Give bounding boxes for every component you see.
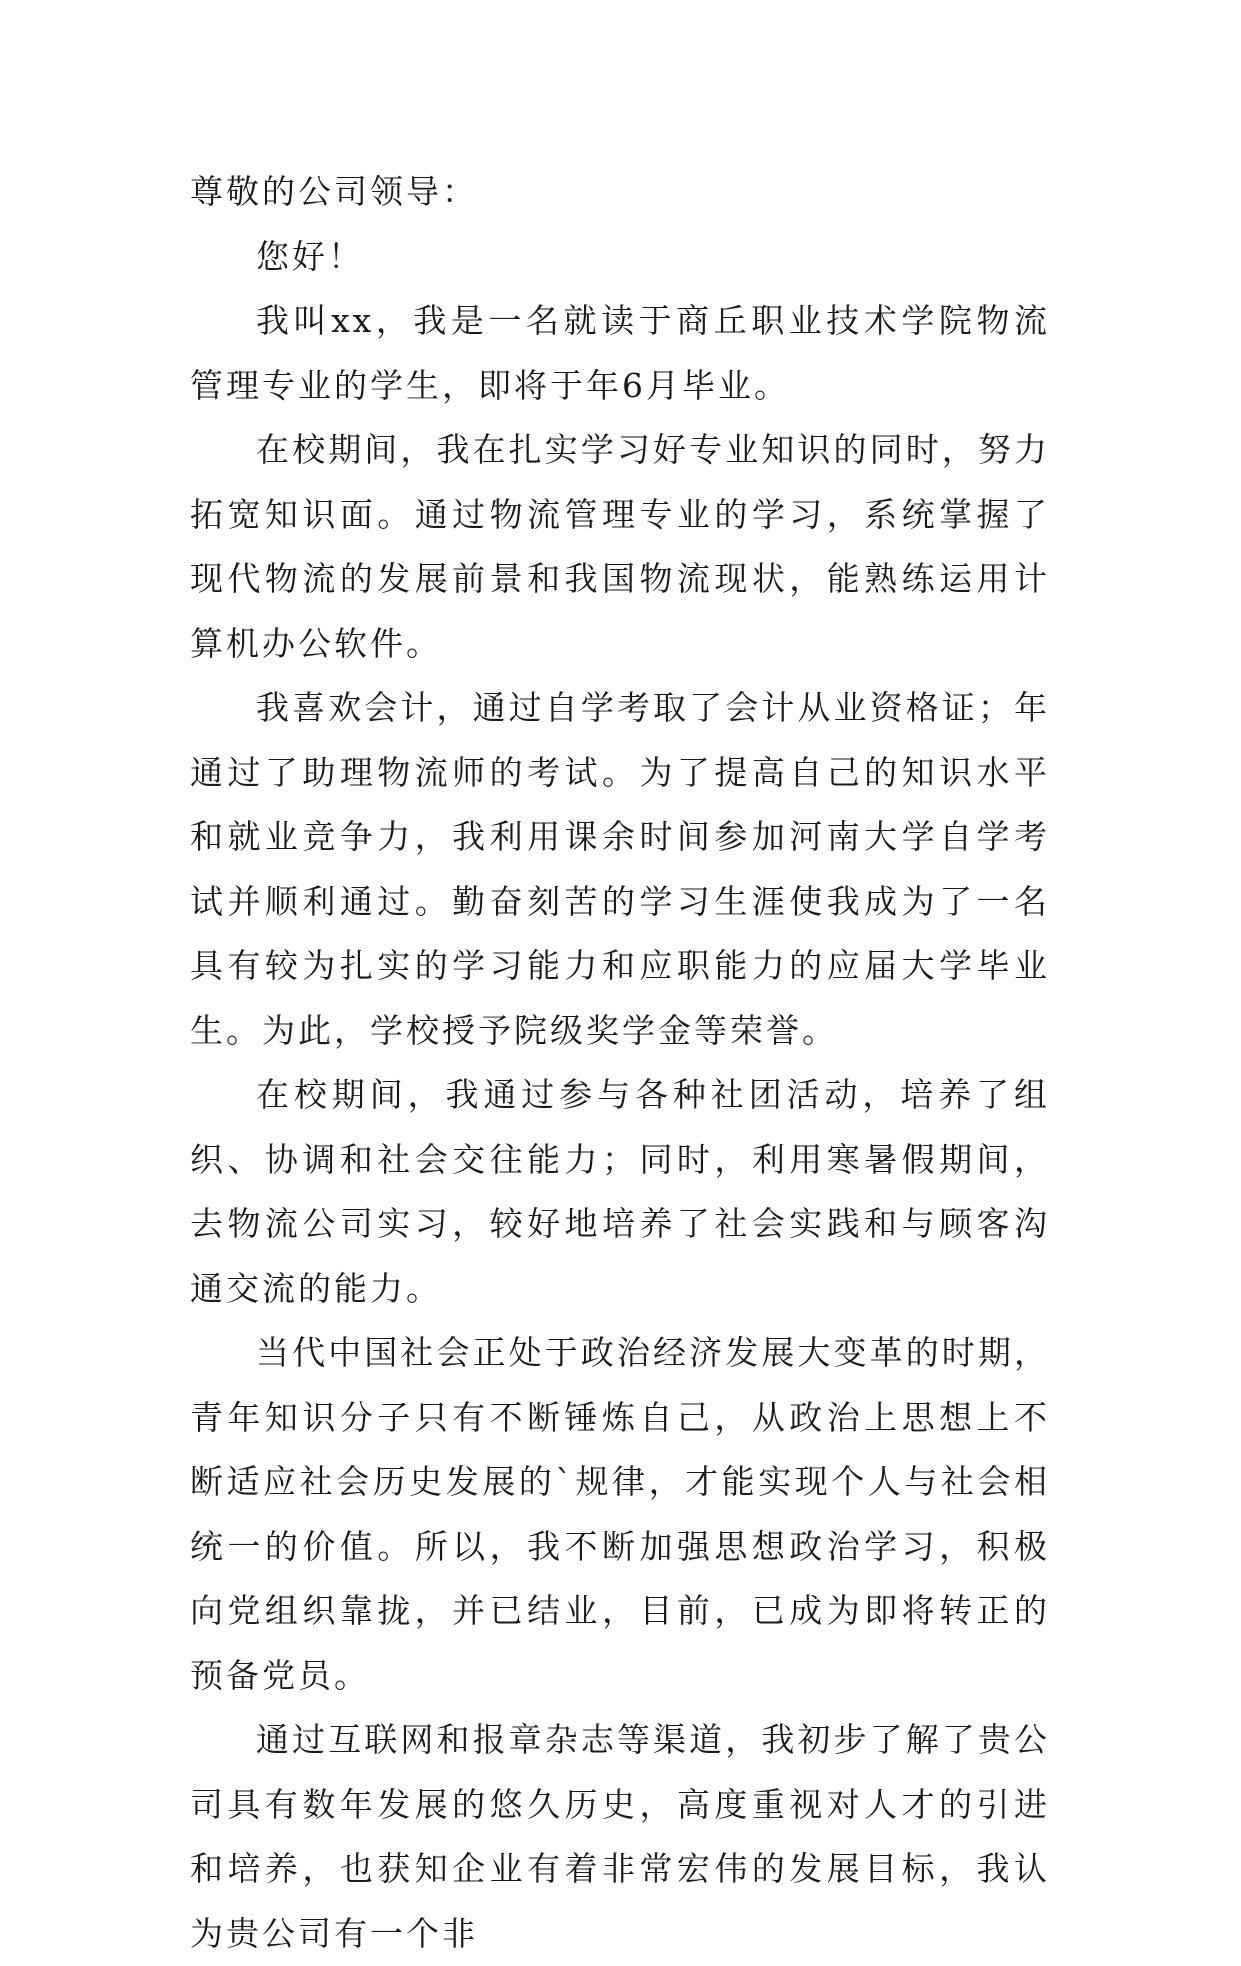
qualifications-paragraph: 我喜欢会计，通过自学考取了会计从业资格证；年通过了助理物流师的考试。为了提高自己的知识水平和就业竞争力，我利用课余时间参加河南大学自学考试并顺利通过。勤奋刻苦的学习生涯使我成为了一名具有较为扎实的学习能力和应职能力的应届大学毕业生。为此，学校授予院级奖学金等荣誉。 xyxy=(190,688,1050,1050)
company-paragraph: 通过互联网和报章杂志等渠道，我初步了解了贵公司具有数年发展的悠久历史，高度重视对人才的引进和培养，也获知企业有着非常宏伟的发展目标，我认为贵公司有一个非 xyxy=(190,1720,1050,1953)
activities-paragraph: 在校期间，我通过参与各种社团活动，培养了组织、协调和社会交往能力；同时，利用寒暑假期间，去物流公司实习，较好地培养了社会实践和与顾客沟通交流的能力。 xyxy=(190,1075,1050,1308)
salutation: 尊敬的公司领导： xyxy=(190,172,478,211)
letter-body xyxy=(190,160,1050,1966)
introduction-paragraph: 我叫xx，我是一名就读于商丘职业技术学院物流管理专业的学生，即将于年6月毕业。 xyxy=(190,301,1050,405)
greeting-paragraph: 您好！ xyxy=(256,236,364,276)
political-paragraph: 当代中国社会正处于政治经济发展大变革的时期，青年知识分子只有不断锤炼自己，从政治上思想上不断适应社会历史发展的`规律，才能实现个人与社会相统一的价值。所以，我不断加强思想政治学习，积极向党组织靠拢，并已结业，目前，已成为即将转正的预备党员。 xyxy=(190,1333,1050,1695)
study-paragraph: 在校期间，我在扎实学习好专业知识的同时，努力拓宽知识面。通过物流管理专业的学习，系统掌握了现代物流的发展前景和我国物流现状，能熟练运用计算机办公软件。 xyxy=(190,430,1050,663)
